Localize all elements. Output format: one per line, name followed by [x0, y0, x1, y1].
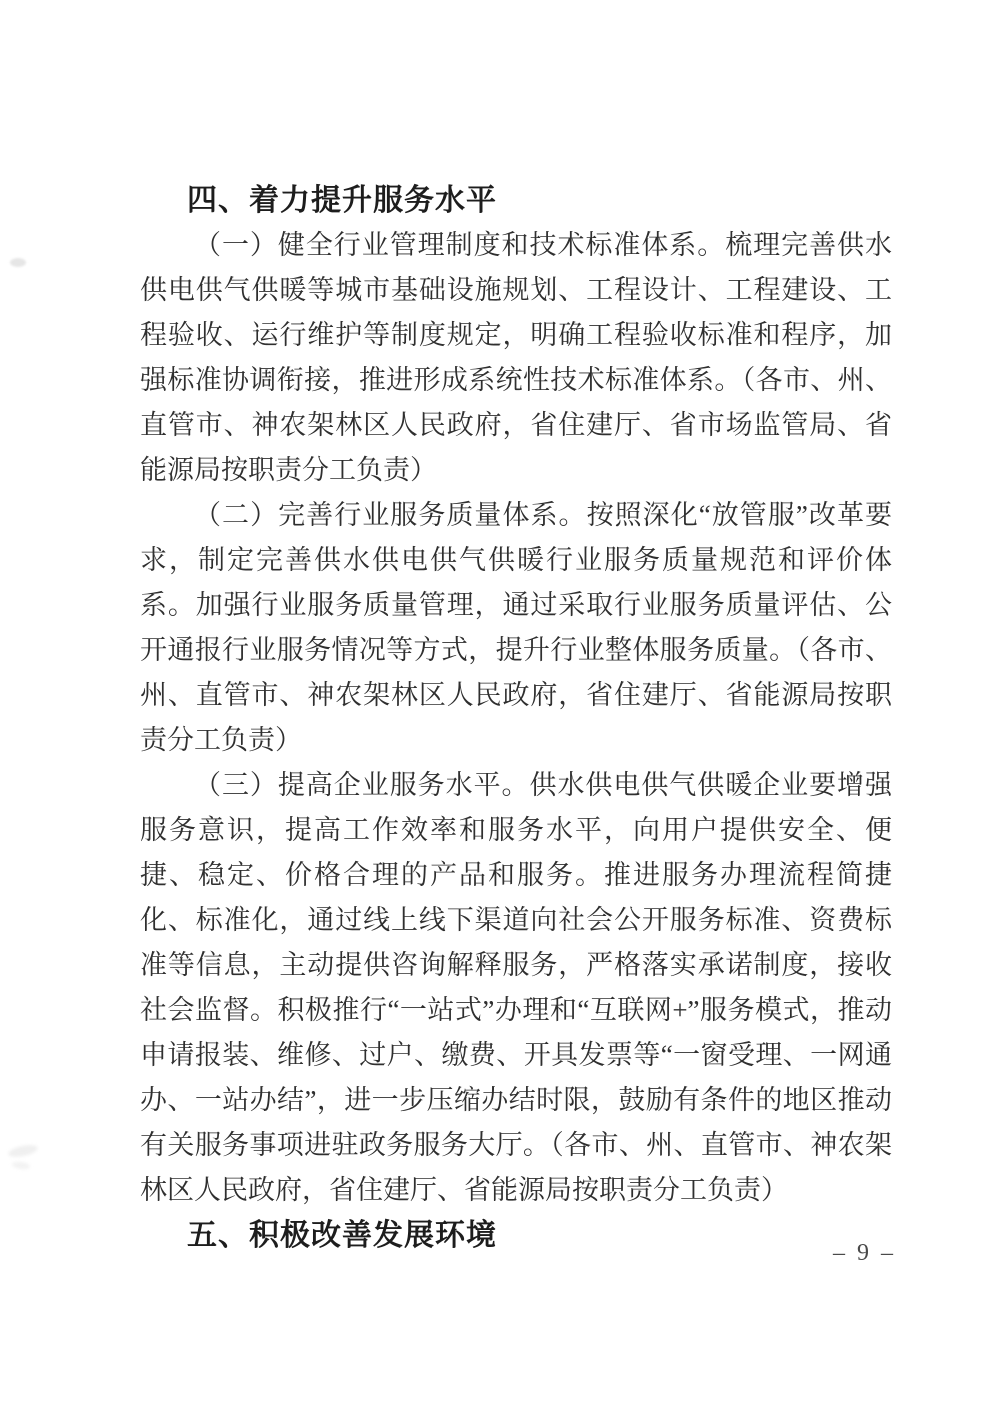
paragraph-item-1: （一）健全行业管理制度和技术标准体系。梳理完善供水供电供气供暖等城市基础设施规划、工程设计、工程建设、工程验收、运行维护等制度规定，明确工程验收标准和程序，加强标准协调衔接，推进形成系统性技术标准体系。（各市、州、直管市、神农架林区人民政府，省住建厅、省市场监管局、省能源局按职责分工负责）	[140, 230, 892, 485]
scan-artifact	[7, 1143, 38, 1159]
page-number: – 9 –	[833, 1240, 896, 1266]
scan-artifact	[12, 1161, 31, 1170]
scan-artifact	[10, 258, 26, 267]
section-heading-4: 四、着力提升服务水平	[187, 184, 497, 217]
document-body	[140, 178, 892, 1258]
section-heading-5: 五、积极改善发展环境	[187, 1219, 497, 1252]
paragraph-item-2: （二）完善行业服务质量体系。按照深化“放管服”改革要求，制定完善供水供电供气供暖行业服务质量规范和评价体系。加强行业服务质量管理，通过采取行业服务质量评估、公开通报行业服务情况等方式，提升行业整体服务质量。（各市、州、直管市、神农架林区人民政府，省住建厅、省能源局按职责分工负责）	[140, 500, 892, 755]
paragraph-item-3: （三）提高企业服务水平。供水供电供气供暖企业要增强服务意识，提高工作效率和服务水平，向用户提供安全、便捷、稳定、价格合理的产品和服务。推进服务办理流程简捷化、标准化，通过线上线下渠道向社会公开服务标准、资费标准等信息，主动提供咨询解释服务，严格落实承诺制度，接收社会监督。积极推行“一站式”办理和“互联网+”服务模式，推动申请报装、维修、过户、缴费、开具发票等“一窗受理、一网通办、一站办结”，进一步压缩办结时限，鼓励有条件的地区推动有关服务事项进驻政务服务大厅。（各市、州、直管市、神农架林区人民政府，省住建厅、省能源局按职责分工负责）	[140, 770, 892, 1205]
